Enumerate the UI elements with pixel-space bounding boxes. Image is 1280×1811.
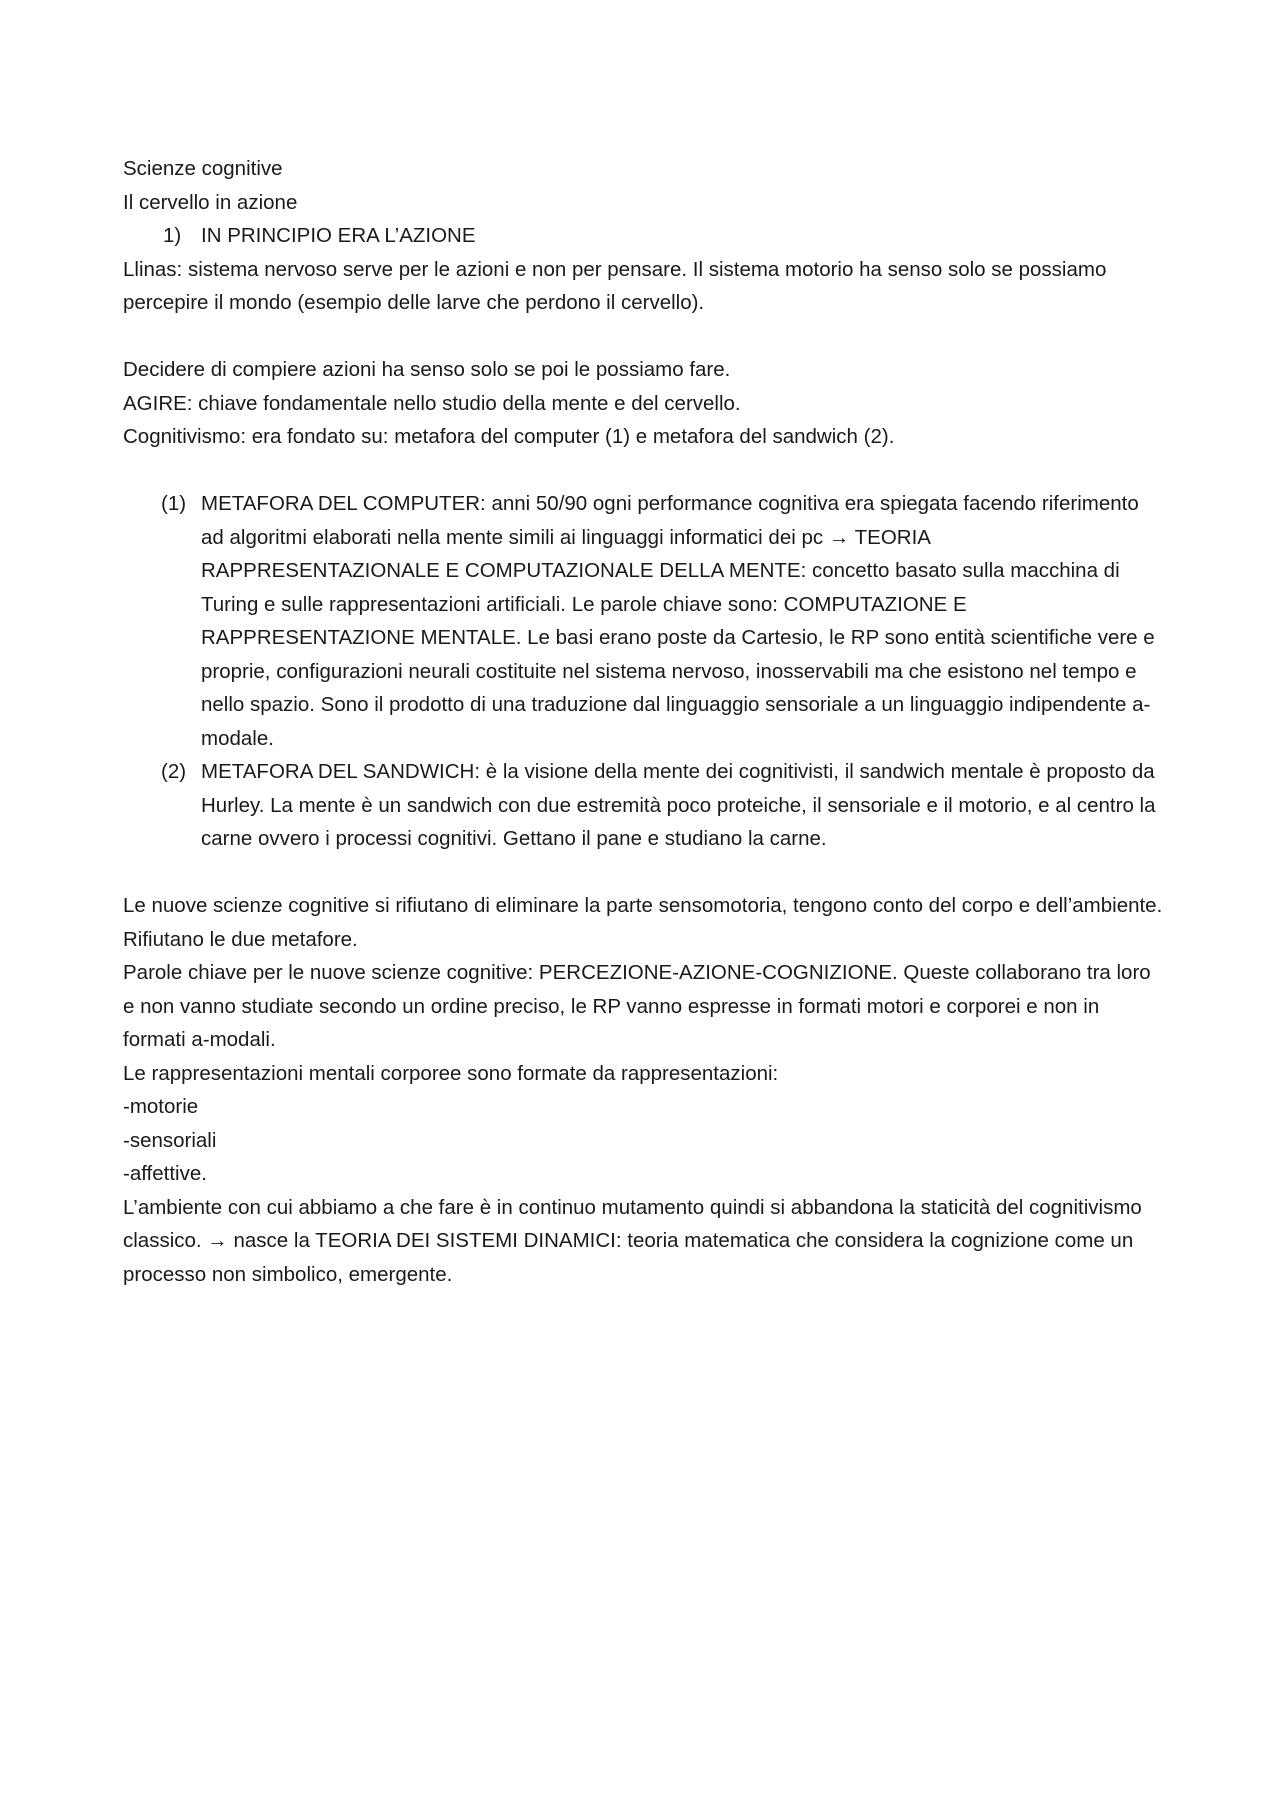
list-item-sandwich-metaphor bbox=[123, 755, 1163, 856]
section-title: IN PRINCIPIO ERA L’AZIONE bbox=[201, 224, 476, 247]
blank-line bbox=[123, 856, 1163, 890]
dash-item-affettive: -affettive. bbox=[123, 1162, 207, 1185]
list-item-text: METAFORA DEL SANDWICH: è la visione della mente dei cognitivisti, il sandwich mentale è proposto da Hurley. La mente è un sandwich con due estremità poco proteiche, il sensoriale e il motorio, e al centro la carne ovvero i processi cognitivi. Gettano il pane e studiano la carne. bbox=[201, 760, 1156, 850]
section-number: 1) bbox=[163, 224, 182, 247]
paragraph-rappresentazioni: Le rappresentazioni mentali corporee sono formate da rappresentazioni: bbox=[123, 1061, 779, 1085]
paragraph-parole-chiave: Parole chiave per le nuove scienze cognitive: PERCEZIONE-AZIONE-COGNIZIONE. Queste collaborano tra loro e non vanno studiate secondo un ordine preciso, le RP vanno espresse in formati motori e corporei e non in formati a-modali. bbox=[123, 961, 1151, 1051]
list-item-number: (1) bbox=[161, 492, 187, 515]
paragraph-ambiente: L’ambiente con cui abbiamo a che fare è in continuo mutamento quindi si abbandona la staticità del cognitivismo classico. → nasce la TEORIA DEI SISTEMI DINAMICI: teoria matematica che considera la cognizione come un processo non simbolico, emergente. bbox=[123, 1195, 1142, 1286]
paragraph-agire: AGIRE: chiave fondamentale nello studio della mente e del cervello. bbox=[123, 391, 741, 415]
paragraph-cognitivismo: Cognitivismo: era fondato su: metafora del computer (1) e metafora del sandwich (2). bbox=[123, 425, 895, 448]
paragraph-llinas: Llinas: sistema nervoso serve per le azioni e non per pensare. Il sistema motorio ha senso solo se possiamo percepire il mondo (esempio delle larve che perdono il cervello). bbox=[123, 257, 1107, 314]
dash-item-sensoriali: -sensoriali bbox=[123, 1128, 217, 1152]
section-heading-1 bbox=[123, 219, 1163, 253]
paragraph-nuove-scienze: Le nuove scienze cognitive si rifiutano di eliminare la parte sensomotoria, tengono conto del corpo e dell’ambiente. Rifiutano le due metafore. bbox=[123, 894, 1163, 951]
document-subtitle: Il cervello in azione bbox=[123, 190, 298, 214]
dash-item-motorie: -motorie bbox=[123, 1095, 199, 1118]
blank-line bbox=[123, 320, 1163, 354]
list-item-text: METAFORA DEL COMPUTER: anni 50/90 ogni performance cognitiva era spiegata facendo riferimento ad algoritmi elaborati nella mente simili ai linguaggi informatici dei pc → TEORIA RAPPRESENTAZIONALE E COMPUTAZIONALE DELLA MENTE: concetto basato sulla macchina di Turing e sulle rappresentazioni artificiali. Le parole chiave sono: COMPUTAZIONE E RAPPRESENTAZIONE MENTALE. Le basi erano poste da Cartesio, le RP sono entità scientifiche vere e proprie, configurazioni neurali costituite nel sistema nervoso, inosservabili ma che esistono nel tempo e nello spazio. Sono il prodotto di una traduzione dal linguaggio sensoriale a un linguaggio indipendente a-modale. bbox=[201, 492, 1155, 750]
document-title: Scienze cognitive bbox=[123, 157, 283, 180]
list-item-computer-metaphor bbox=[123, 487, 1163, 755]
list-item-number: (2) bbox=[161, 760, 187, 783]
document-page bbox=[123, 152, 1163, 1291]
paragraph-decidere: Decidere di compiere azioni ha senso solo se poi le possiamo fare. bbox=[123, 358, 731, 381]
blank-line bbox=[123, 454, 1163, 488]
